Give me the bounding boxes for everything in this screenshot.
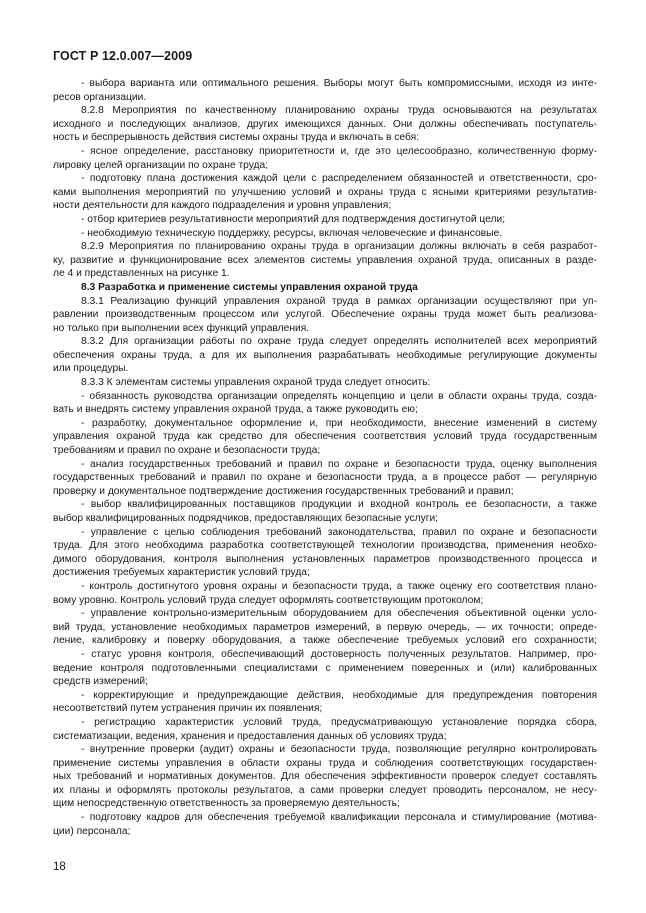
text-line: - ясное определение, расстановку приоритетности и, где это целесообразно, количественную форму- <box>81 145 597 157</box>
text-line: - контроль достигнутого уровня охраны и безопасности труда, а также оценку его соответствия плано- <box>81 580 597 592</box>
text-line: - выбора варианта или оптимального решения. Выборы могут быть компромиссными, исходя из инте- <box>81 78 597 89</box>
text-line: труда. Для этого необходима разработка соответствующей технологии производства, применения необхо- <box>53 540 597 552</box>
text-line: ками выполнения мероприятий по улучшению условий и охраны труда с ясными критериями результатив- <box>53 186 597 198</box>
section-heading: 8.3 Разработка и применение системы управления охраной труда <box>81 281 418 293</box>
text-line: - разработку, документальное оформление и, при необходимости, внесение изменений в систему <box>81 417 597 429</box>
text-line: - выбор квалифицированных поставщиков продукции и входной контроль ее безопасности, а также <box>81 499 597 511</box>
text-line: 8.3.3 К элементам системы управления охраной труда следует относить: <box>81 377 431 389</box>
text-line: 8.2.8 Мероприятия по качественному планированию охраны труда основываются на результатах <box>81 105 597 117</box>
text-line: - управление контрольно-измерительным оборудованием для обеспечения объективной оценки усло- <box>81 608 597 620</box>
text-line: - обязанность руководства организации определять концепцию и цели в области охраны труда, созда- <box>81 390 597 402</box>
text-line: вий труда, установление необходимых параметров измерений, в первую очередь, — их точности; опреде- <box>53 621 597 633</box>
text-line: ресов организации. <box>53 91 147 103</box>
page-number: 18 <box>53 861 66 873</box>
text-line: - статус уровня контроля, обеспечивающий достоверность полученных результатов. Например, про- <box>81 648 597 660</box>
text-line: - отбор критериев результативности мероприятий для подтверждения достигнутой цели; <box>81 213 506 225</box>
text-line: ле 4 и представленных на рисунке 1. <box>53 268 230 280</box>
text-line: щим непосредственную ответственность за проверяемую деятельность; <box>53 798 400 810</box>
text-line: требованиям и правил по охране и безопасности труда; <box>53 445 321 457</box>
text-line: государственных требований и правил по охране и безопасности труда, а в процессе работ — регулярную <box>53 472 597 484</box>
text-line: но только при выполнении всех функций управления. <box>53 322 310 334</box>
text-line: ку, развитие и функционирование всех элементов системы управления охраной труда, описанных в разде- <box>53 254 597 266</box>
text-line: исходного и последующих анализов, других имеющихся данных. Они должны обеспечивать поступатель- <box>53 118 597 130</box>
text-line: равлении производственным процессом или услугой. Обеспечение охраны труда может быть реализова- <box>53 309 597 321</box>
text-line: их планы и оформлять протоколы результатов, а сами проверки следует проводить персоналом, не несу- <box>53 784 597 796</box>
text-line: обеспечения охраны труда, а для их выполнения разрабатывать необходимые регулирующие документы <box>53 349 597 361</box>
text-line: ции) персонала; <box>53 825 131 837</box>
text-line: вать и внедрять систему управления охраной труда, а также руководить ею; <box>53 404 418 416</box>
text-line: ных требований и нормативных документов. Для обеспечения эффективности проверок следует составлять <box>53 771 597 783</box>
text-line: ности деятельности для каждого подразделения и уровня управления; <box>53 200 392 212</box>
document-body <box>53 77 597 838</box>
text-line: димого оборудования, контроля выполнения установленных параметров производственного процесса и <box>53 553 597 565</box>
text-line: выбор квалифицированных подрядчиков, предоставляющих безопасные услуги; <box>53 513 439 524</box>
text-line: - подготовку кадров для обеспечения требуемой квалификации персонала и стимулирование (мотива- <box>81 812 597 824</box>
document-header: ГОСТ Р 12.0.007—2009 <box>53 49 193 63</box>
text-line: - необходимую техническую поддержку, ресурсы, включая человеческие и финансовые. <box>81 227 503 239</box>
text-line: 8.2.9 Мероприятия по планированию охраны труда в организации должны включать в себя разработ- <box>81 241 597 253</box>
text-line: или процедуры. <box>53 363 129 375</box>
text-line: - управление с целью соблюдения требований законодательства, правил по охране и безопасности <box>81 526 597 538</box>
text-line: управления охраной труда как средство для обеспечения соответствия условий труда государственным <box>53 431 597 443</box>
text-line: лировку целей организации по охране труда; <box>53 159 269 171</box>
text-line: проверку и документальное подтверждение достижения государственных требований и правил; <box>53 485 514 497</box>
text-line: - подготовку плана достижения каждой цели с распределением обязанностей и ответственности, сро- <box>81 173 597 185</box>
text-line: ность и беспрерывность действия системы охраны труда и включать в себя: <box>53 132 420 144</box>
text-line: 8.3.2 Для организации работы по охране труда следует определять исполнителей всех мероприятий <box>81 336 597 348</box>
text-line: средств измерений; <box>53 676 148 688</box>
text-line: - внутренние проверки (аудит) охраны и безопасности труда, позволяющие регулярно контролировать <box>81 744 597 756</box>
text-line: - корректирующие и предупреждающие действия, необходимые для предупреждения повторения <box>81 689 597 701</box>
text-line: - регистрацию характеристик условий труда, предусматривающую установление порядка сбора, <box>81 716 597 728</box>
text-line: вому уровню. Контроль условий труда следует оформлять соответствующим протоколом; <box>53 594 484 606</box>
text-line: систематизации, ведения, хранения и предоставления данных об условиях труда; <box>53 730 447 742</box>
text-line: несоответствий путем устранения причин их появления; <box>53 703 323 715</box>
text-line: ведение контроля подготовленными специалистами с применением поверенных и (или) калиброванных <box>53 662 597 674</box>
text-line: 8.3.1 Реализацию функций управления охраной труда в рамках организации осуществляют при уп- <box>81 295 597 307</box>
text-line: применение системы управления в области охраны труда и соблюдения соответствующих государствен- <box>53 757 597 769</box>
text-line: достижения требуемых характеристик условий труда; <box>53 567 310 579</box>
text-line: - анализ государственных требований и правил по охране и безопасности труда, оценку выполнения <box>81 458 597 470</box>
text-line: ление, калибровку и поверку оборудования, а также обеспечение требуемых условий его сохранности; <box>53 635 597 647</box>
